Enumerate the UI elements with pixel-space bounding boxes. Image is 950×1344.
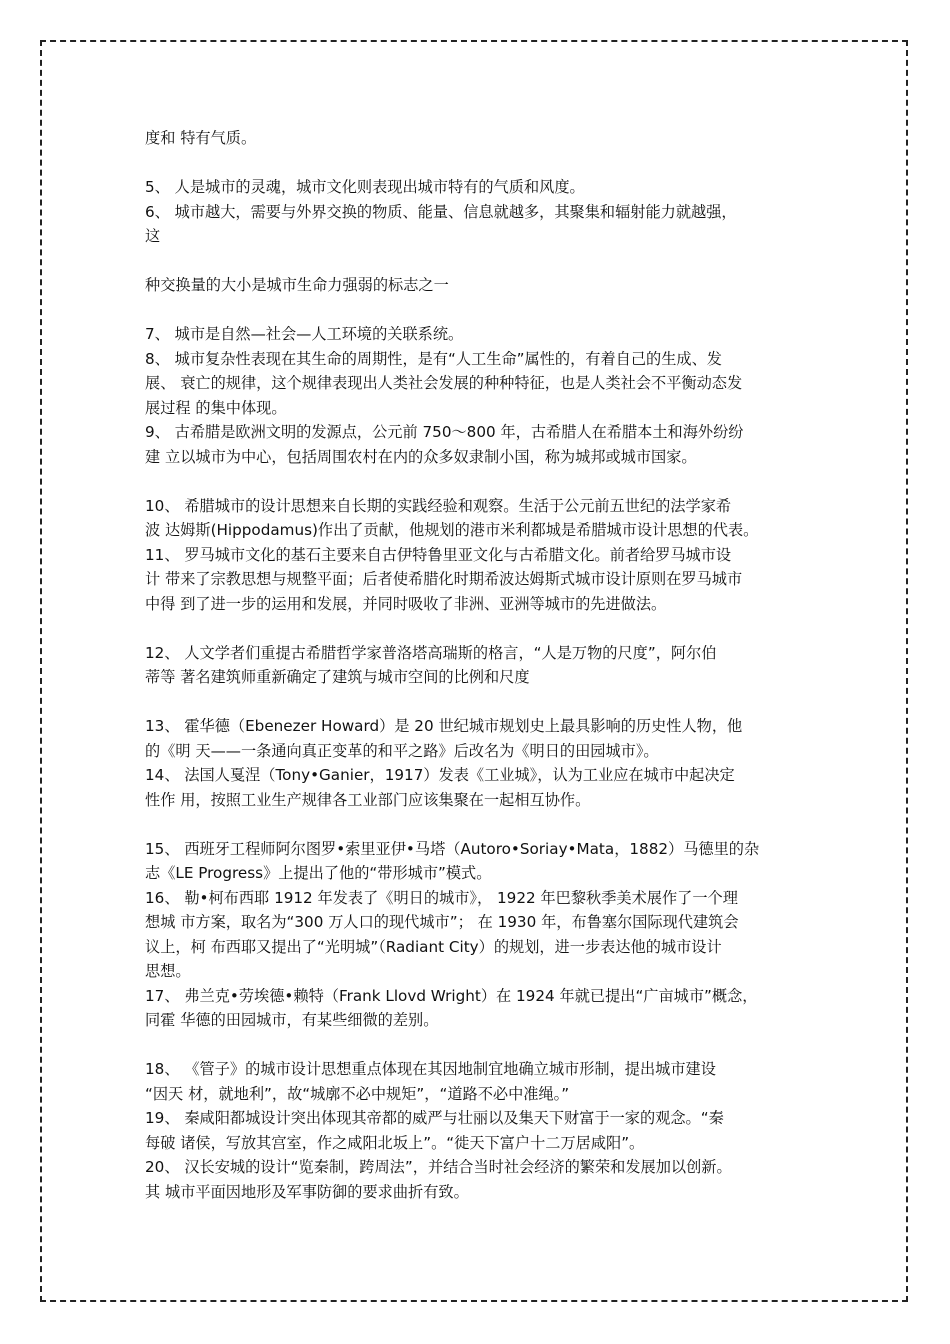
blank-line bbox=[145, 298, 813, 323]
text-line: 5、 人是城市的灵魂，城市文化则表现出城市特有的气质和风度。 bbox=[145, 178, 585, 196]
blank-line bbox=[145, 151, 813, 176]
text-line: “因天 材，就地利”，故“城廓不必中规矩”，“道路不必中准绳。” bbox=[145, 1084, 570, 1103]
text-line: 性作 用，按照工业生产规律各工业部门应该集聚在一起相互协作。 bbox=[145, 790, 591, 809]
text-line: 种交换量的大小是城市生命力强弱的标志之一 bbox=[145, 276, 449, 294]
text-line: 的《明 天——一条通向真正变革的和平之路》后改名为《明日的田园城市》。 bbox=[145, 741, 659, 760]
text-line: 每破 诸侯，写放其宫室，作之咸阳北坂上”。“徙天下富户十二万居咸阳”。 bbox=[145, 1133, 645, 1152]
text-line: 展过程 的集中体现。 bbox=[145, 398, 287, 417]
text-line: 建 立以城市为中心，包括周围农村在内的众多奴隶制小国，称为城邦或城市国家。 bbox=[145, 447, 697, 466]
text-line: 6、 城市越大，需要与外界交换的物质、能量、信息就越多，其聚集和辐射能力就越强， bbox=[145, 202, 737, 221]
text-line: 15、 西班牙工程师阿尔图罗•索里亚伊•马塔（Autoro•Soriay•Mata，1882）马德里的杂 bbox=[145, 839, 760, 858]
text-line: 14、 法国人戛涅（Tony•Ganier，1917）发表《工业城》，认为工业应在城市中起决定 bbox=[145, 766, 735, 784]
text-line: 16、 勒•柯布西耶 1912 年发表了《明日的城市》， 1922 年巴黎秋季美术展作了一个理 bbox=[145, 888, 738, 907]
text-line: 9、 古希腊是欧洲文明的发源点，公元前 750～800 年，古希腊人在希腊本土和海外纷纷 bbox=[145, 423, 744, 441]
text-line: 蒂等 著名建筑师重新确定了建筑与城市空间的比例和尺度 bbox=[145, 668, 530, 686]
text-line: 8、 城市复杂性表现在其生命的周期性，是有“人工生命”属性的，有着自己的生成、发 bbox=[145, 349, 722, 368]
text-line: 度和 特有气质。 bbox=[145, 129, 257, 147]
text-line: 波 达姆斯(Hippodamus)作出了贡献，他规划的港市米利都城是希腊城市设计思想的代表。 bbox=[145, 521, 759, 539]
text-line: 12、 人文学者们重提古希腊哲学家普洛塔高瑞斯的格言，“人是万物的尺度”，阿尔伯 bbox=[145, 643, 717, 662]
text-line: 10、 希腊城市的设计思想来自长期的实践经验和观察。生活于公元前五世纪的法学家希 bbox=[145, 496, 732, 515]
text-line: 中得 到了进一步的运用和发展，并同时吸收了非洲、亚洲等城市的先进做法。 bbox=[145, 594, 667, 613]
text-line: 19、 秦咸阳都城设计突出体现其帝都的威严与壮丽以及集天下财富于一家的观念。“秦 bbox=[145, 1109, 724, 1127]
text-line: 11、 罗马城市文化的基石主要来自古伊特鲁里亚文化与古希腊文化。前者给罗马城市设 bbox=[145, 545, 732, 564]
text-line: 议上，柯 布西耶又提出了“光明城”（Radiant City）的规划，进一步表达他的城市设计 bbox=[145, 937, 722, 956]
text-line: 同霍 华德的田园城市，有某些细微的差别。 bbox=[145, 1011, 439, 1029]
blank-line bbox=[145, 469, 813, 494]
blank-line bbox=[145, 1033, 813, 1058]
text-line: 20、 汉长安城的设计“览秦制，跨周法”，并结合当时社会经济的繁荣和发展加以创新。 bbox=[145, 1158, 732, 1176]
text-line: 其 城市平面因地形及军事防御的要求曲折有致。 bbox=[145, 1182, 469, 1201]
text-line: 这 bbox=[145, 227, 161, 245]
text-line: 志《LE Progress》上提出了他的“带形城市”模式。 bbox=[145, 864, 492, 882]
text-line: 展、 衰亡的规律，这个规律表现出人类社会发展的种种特征，也是人类社会不平衡动态发 bbox=[145, 374, 743, 392]
text-line: 13、 霍华德（Ebenezer Howard）是 20 世纪城市规划史上最具影响的历史性人物，他 bbox=[145, 717, 743, 735]
blank-line bbox=[145, 812, 813, 837]
text-line: 想城 市方案，取名为“300 万人口的现代城市”； 在 1930 年，布鲁塞尔国际现代建筑会 bbox=[145, 913, 739, 931]
text-line: 7、 城市是自然—社会—人工环境的关联系统。 bbox=[145, 325, 464, 343]
blank-line bbox=[145, 690, 813, 715]
text-line: 17、 弗兰克•劳埃德•赖特（Frank Llovd Wright）在 1924 年就已提出“广亩城市”概念， bbox=[145, 986, 758, 1005]
document-body bbox=[145, 126, 813, 1204]
text-line: 18、 《管子》的城市设计思想重点体现在其因地制宜地确立城市形制，提出城市建设 bbox=[145, 1060, 716, 1078]
blank-line bbox=[145, 249, 813, 274]
text-line: 思想。 bbox=[145, 962, 191, 980]
text-line: 计 带来了宗教思想与规整平面；后者使希腊化时期希波达姆斯式城市设计原则在罗马城市 bbox=[145, 570, 743, 588]
blank-line bbox=[145, 616, 813, 641]
